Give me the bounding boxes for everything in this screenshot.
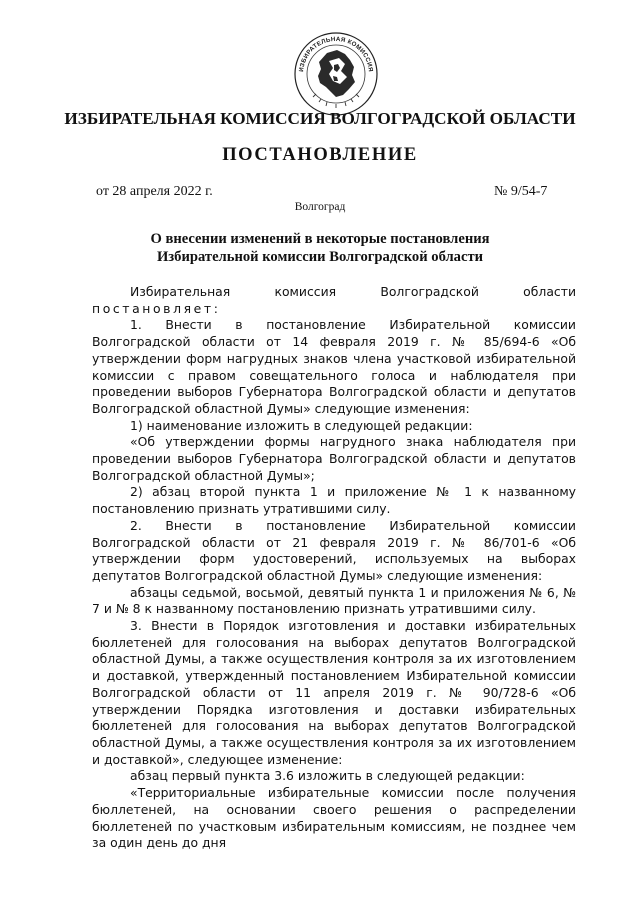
clause-3-quote: «Территориальные избирательные комиссии после получения бюллетеней, на основании своего решения о распределении бюллетеней по участковым избирательным комиссиям, не позднее чем за один день до дня [92,785,576,851]
document-title [0,230,640,266]
document-body [92,284,576,852]
document-number: № 9/54-7 [494,184,548,199]
clause-2-item: абзацы седьмой, восьмой, девятый пункта 1 и приложения № 6, № 7 и № 8 к названному постановлению признать утратившими силу. [92,584,576,617]
clause-3-item: абзац первый пункта 3.6 изложить в следующей редакции: [130,768,525,784]
document-city: Волгоград [294,201,346,213]
clause-1-quote: «Об утверждении формы нагрудного знака наблюдателя при проведении выборов Губернатора Волгоградской области и депутатов Волгоградской областной Думы»; [92,434,576,483]
document-type: ПОСТАНОВЛЕНИЕ [222,145,418,165]
clause-1-item-2: 2) абзац второй пункта 1 и приложение № 1 к названному постановлению признать утратившими силу. [92,484,576,517]
intro-paragraph: Избирательная комиссия Волгоградской области [130,284,576,299]
document-date: от 28 апреля 2022 г. [96,184,213,199]
seal-icon [293,31,379,117]
resolves-word: постановляет: [92,300,221,316]
clause-2: 2. Внести в постановление Избирательной комиссии Волгоградской области от 21 февраля 2019 г. № 86/701-6 «Об утверждении форм удостоверений, используемых на выборах депутатов Волгоградской областной Думы» следующие изменения: [92,517,576,583]
clause-1: 1. Внести в постановление Избирательной комиссии Волгоградской области от 14 февраля 2019 г. № 85/694-6 «Об утверждении форм нагрудных знаков члена участковой избирательной комиссии с правом совещательного голоса и наблюдателя при проведении выборов Губернатора Волгоградской области и депутатов Волгоградской областной Думы» следующие изменения: [92,317,576,416]
svg-text:ИЗБИРАТЕЛЬНАЯ КОМИССИЯ: ИЗБИРАТЕЛЬНАЯ КОМИССИЯ [298,35,374,73]
title-line: О внесении изменений в некоторые постановления [150,231,490,247]
clause-1-item-1: 1) наименование изложить в следующей редакции: [130,417,473,433]
organization-name: ИЗБИРАТЕЛЬНАЯ КОМИССИЯ ВОЛГОГРАДСКОЙ ОБЛАСТИ [64,109,576,128]
clause-3: 3. Внести в Порядок изготовления и доставки избирательных бюллетеней для голосования на выборах депутатов Волгоградской областной Думы, а также осуществления контроля за их изготовлением и доставкой, утвержденный постановлением Избирательной комиссии Волгоградской области от 11 апреля 2019 г. № 90/728-6 «Об утверждении Порядка изготовления и доставки избирательных бюллетеней для голосования на выборах депутатов Волгоградской областной Думы, а также осуществления контроля за их изготовлением и доставкой», следующее изменение: [92,618,576,767]
title-line: Избирательной комиссии Волгоградской области [156,249,484,265]
